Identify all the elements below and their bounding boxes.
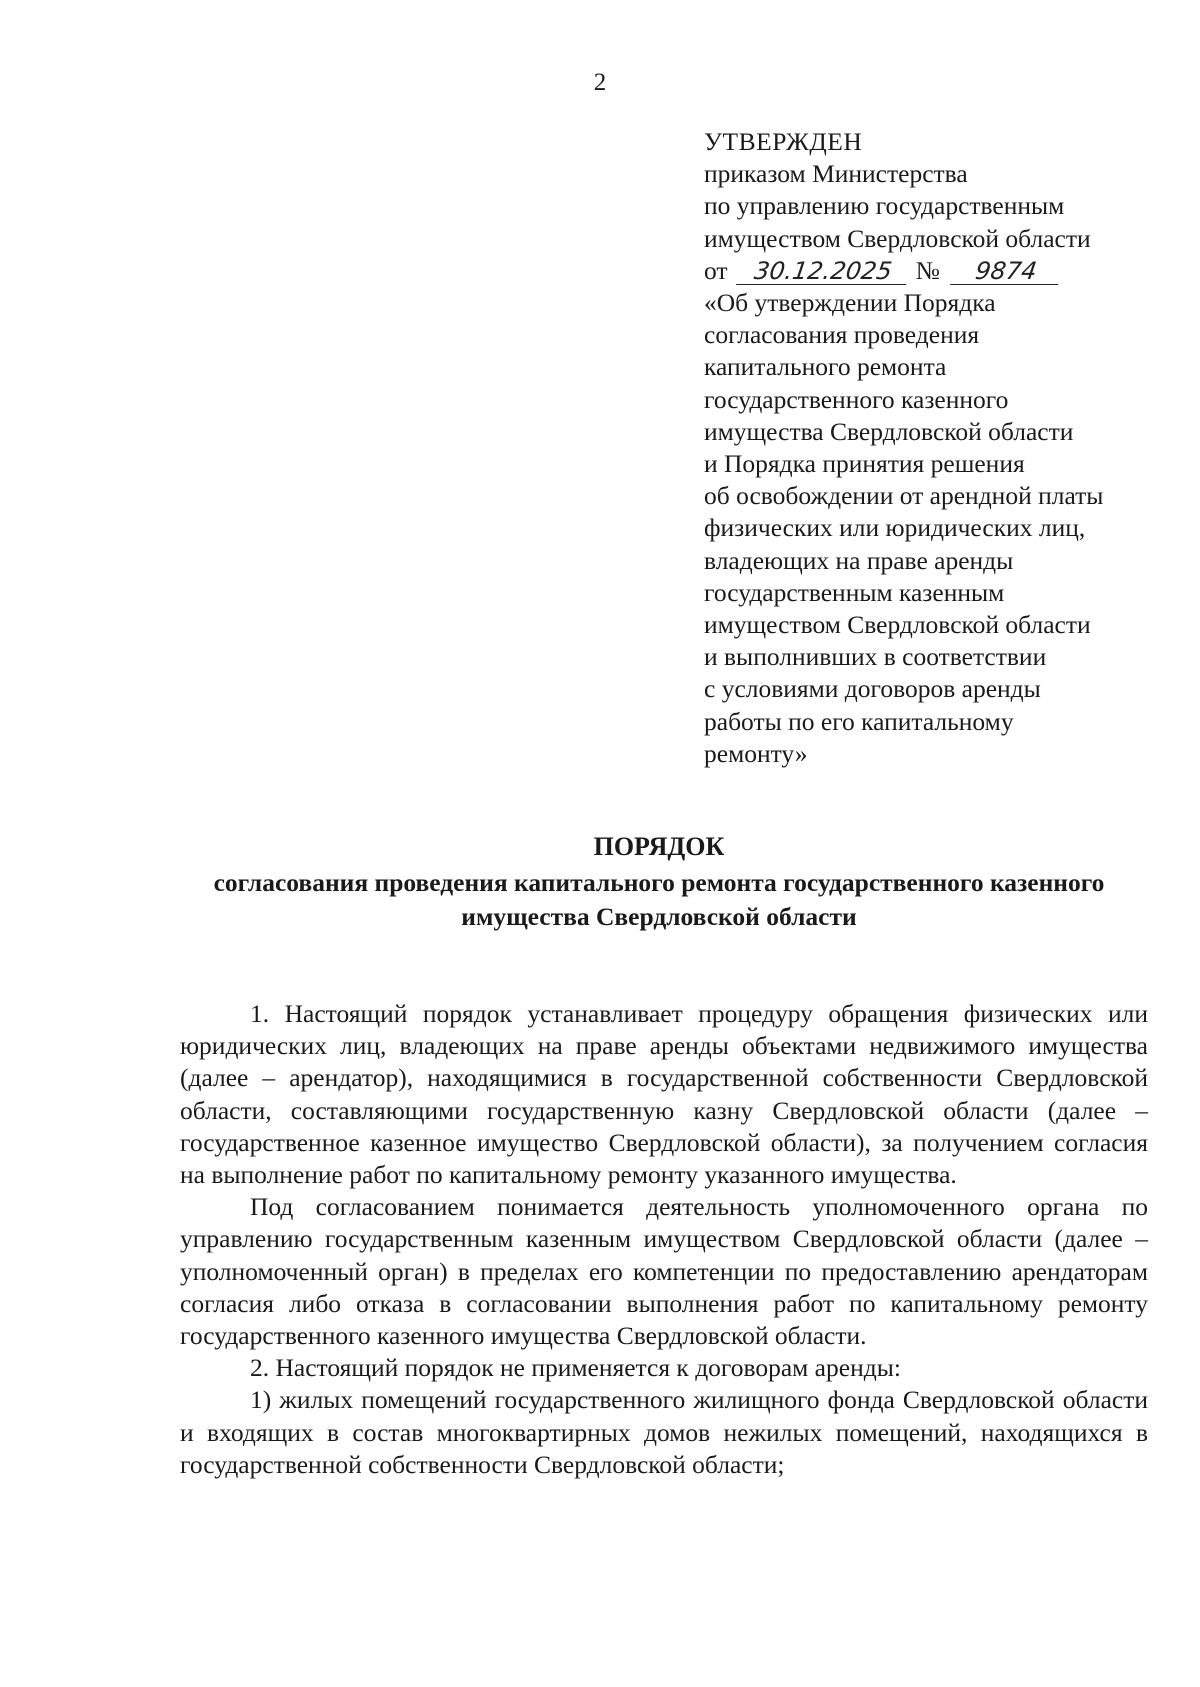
approval-date-number-line — [704, 255, 1164, 287]
approval-subject-line: «Об утверждении Порядка — [704, 288, 996, 318]
approval-subject-line: и Порядка принятия решения — [704, 449, 1025, 479]
approval-subject-line: с условиями договоров аренды — [704, 674, 1041, 704]
handwritten-number: 9874 — [950, 258, 1062, 285]
paragraph: Под согласованием понимается деятельность уполномоченного органа по управлению государственным казенным имуществом Свердловской области (далее – уполномоченный орган) в пределах его компетенции по предоставлению арендаторам согласия либо отказа в согласовании выполнения работ по капитальному ремонту государственного казенного имущества Свердловской области. — [180, 1192, 1148, 1351]
approval-subject-line: капитального ремонта — [704, 352, 947, 382]
approval-subject-line: согласования проведения — [704, 320, 980, 350]
approval-subject-line: и выполнивших в соответствии — [704, 642, 1047, 672]
approval-line: по управлению государственным — [704, 191, 1065, 221]
paragraph: 1) жилых помещений государственного жилищного фонда Свердловской области и входящих в состав многоквартирных домов нежилых помещений, находящихся в государственной собственности Свердловской области; — [180, 1385, 1148, 1479]
approval-subject-line: физических или юридических лиц, — [704, 513, 1086, 543]
paragraph: 1. Настоящий порядок устанавливает процедуру обращения физических или юридических лиц, владеющих на праве аренды объектами недвижимого имущества (далее – арендатор), находящимися в государственной собственности Свердловской области, составляющими государственную казну Свердловской области (далее – государственное казенное имущество Свердловской области), за получением согласия на выполнение работ по капитальному ремонту указанного имущества. — [180, 999, 1148, 1190]
number-prefix: № — [915, 255, 940, 285]
approval-subject-line: государственным казенным — [704, 577, 1005, 607]
paragraph: 2. Настоящий порядок не применяется к договорам аренды: — [250, 1353, 901, 1383]
page-number: 2 — [593, 69, 607, 96]
approval-subject-line: владеющих на праве аренды — [704, 545, 1014, 575]
approval-subject-line: государственного казенного — [704, 384, 1009, 414]
document-title: ПОРЯДОК — [593, 832, 725, 861]
document-body — [180, 998, 1148, 1481]
document-subtitle: согласования проведения капитального ремонта государственного казенного имущества Свердловской области — [213, 868, 1105, 931]
approval-line: приказом Министерства — [704, 159, 968, 189]
approval-line: имуществом Свердловской области — [704, 223, 1091, 253]
handwritten-date: 30.12.2025 — [736, 258, 910, 285]
approval-subject-line: ремонту» — [704, 738, 808, 768]
approval-title: УТВЕРЖДЕН — [704, 127, 863, 156]
approval-subject-line: работы по его капитальному — [704, 706, 1014, 736]
date-prefix: от — [704, 255, 728, 285]
approval-subject-line: об освобождении от арендной платы — [704, 481, 1104, 511]
approval-subject-line: имущества Свердловской области — [704, 416, 1074, 446]
approval-subject-line: имуществом Свердловской области — [704, 610, 1091, 640]
approval-block — [704, 126, 1164, 770]
